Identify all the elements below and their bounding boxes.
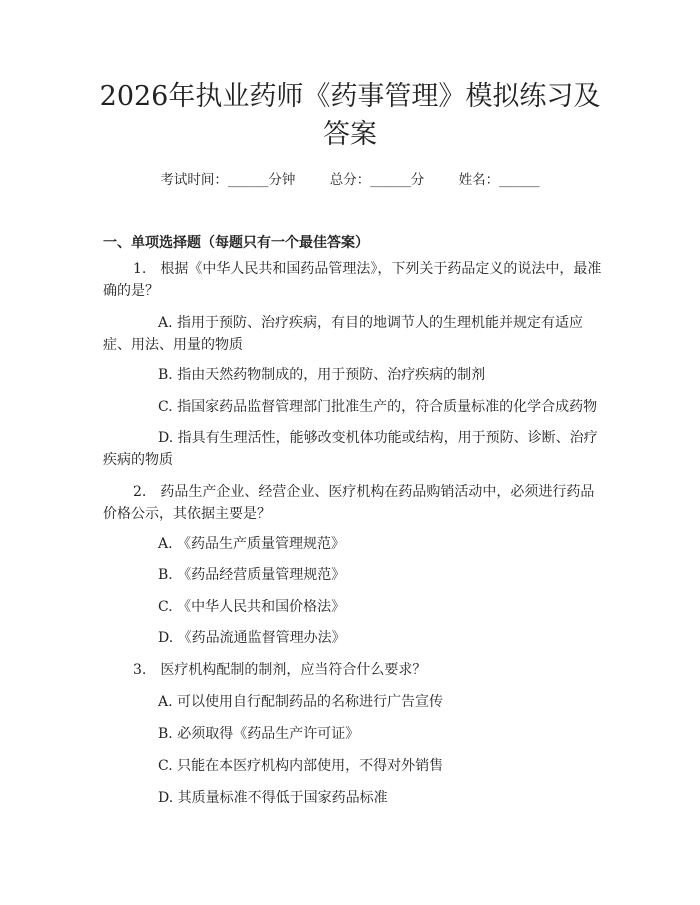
- question-3-option-b: B. 必须取得《药品生产许可证》: [158, 726, 360, 742]
- question-2-option-b: B. 《药品经营质量管理规范》: [158, 567, 346, 583]
- question-1-option-d: D. 指具有生理活性，能够改变机体功能或结构，用于预防、诊断、治疗疾病的物质: [103, 430, 598, 468]
- page-title: 2026年执业药师《药事管理》模拟练习及答案: [99, 81, 601, 150]
- exam-time: 考试时间：______分钟: [160, 172, 296, 188]
- question-2-option-a: A. 《药品生产质量管理规范》: [158, 536, 346, 552]
- section-heading: 一、单项选择题（每题只有一个最佳答案）: [103, 235, 369, 251]
- exam-name: 姓名：______: [458, 172, 540, 188]
- question-3-option-a: A. 可以使用自行配制药品的名称进行广告宣传: [158, 694, 444, 710]
- question-2-stem: 2. 药品生产企业、经营企业、医疗机构在药品购销活动中，必须进行药品价格公示，其依据主要是？: [103, 484, 595, 522]
- question-3-option-c: C. 只能在本医疗机构内部使用，不得对外销售: [158, 758, 444, 774]
- question-1-stem: 1. 根据《中华人民共和国药品管理法》，下列关于药品定义的说法中，最准确的是？: [103, 261, 602, 299]
- question-1-option-b: B. 指由天然药物制成的，用于预防、治疗疾病的制剂: [158, 367, 486, 383]
- exam-score: 总分：______分: [329, 172, 425, 188]
- exam-meta: [0, 168, 700, 188]
- question-2-option-c: C. 《中华人民共和国价格法》: [158, 599, 346, 615]
- question-1-option-a: A. 指用于预防、治疗疾病，有目的地调节人的生理机能并规定有适应症、用法、用量的物质: [103, 315, 584, 353]
- question-3-option-d: D. 其质量标准不得低于国家药品标准: [158, 790, 388, 806]
- question-3-stem: 3. 医疗机构配制的制剂，应当符合什么要求？: [133, 662, 427, 678]
- question-1-option-c: C. 指国家药品监督管理部门批准生产的，符合质量标准的化学合成药物: [158, 399, 598, 415]
- question-2-option-d: D. 《药品流通监督管理办法》: [158, 630, 346, 646]
